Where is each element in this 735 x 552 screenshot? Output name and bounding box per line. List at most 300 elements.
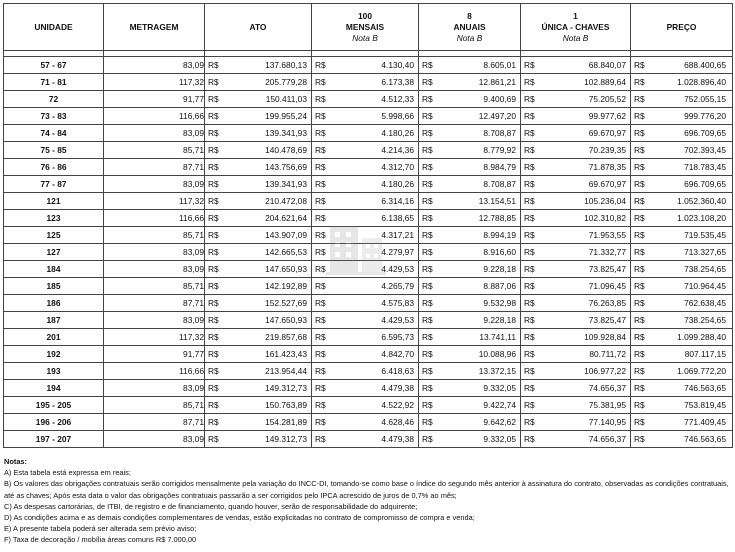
cell-mensais <box>312 312 419 329</box>
currency-symbol: R$ <box>524 213 535 223</box>
currency-symbol: R$ <box>422 145 433 155</box>
cell-metragem: 85,71 <box>104 278 205 295</box>
currency-symbol: R$ <box>315 349 326 359</box>
currency-symbol: R$ <box>422 417 433 427</box>
currency-symbol: R$ <box>634 213 645 223</box>
currency-symbol: R$ <box>208 383 219 393</box>
cell-metragem: 83,09 <box>104 176 205 193</box>
cell-unica-value: 73.825,47 <box>588 264 626 274</box>
cell-anuais-value: 9.332,05 <box>483 434 516 444</box>
currency-symbol: R$ <box>315 332 326 342</box>
table-row <box>4 176 733 193</box>
cell-anuais <box>419 346 521 363</box>
cell-mensais-value: 4.429,53 <box>381 315 414 325</box>
currency-symbol: R$ <box>315 179 326 189</box>
cell-preco <box>631 431 733 448</box>
cell-anuais <box>419 380 521 397</box>
header-unica <box>521 4 631 51</box>
cell-ato <box>205 312 312 329</box>
cell-unica-value: 70.239,35 <box>588 145 626 155</box>
cell-unica-value: 109.928,84 <box>584 332 626 342</box>
table-row <box>4 193 733 210</box>
cell-mensais <box>312 74 419 91</box>
cell-ato <box>205 125 312 142</box>
currency-symbol: R$ <box>634 366 645 376</box>
currency-symbol: R$ <box>524 145 535 155</box>
cell-unica-value: 71.878,35 <box>588 162 626 172</box>
cell-ato-value: 161.423,43 <box>265 349 307 359</box>
currency-symbol: R$ <box>422 332 433 342</box>
cell-unidade: 77 - 87 <box>4 176 104 193</box>
currency-symbol: R$ <box>634 111 645 121</box>
cell-preco <box>631 210 733 227</box>
cell-anuais <box>419 363 521 380</box>
cell-unica-value: 75.381,95 <box>588 400 626 410</box>
cell-mensais <box>312 431 419 448</box>
cell-preco-value: 702.393,45 <box>684 145 726 155</box>
currency-symbol: R$ <box>422 400 433 410</box>
cell-mensais-value: 4.130,40 <box>381 60 414 70</box>
cell-metragem: 117,32 <box>104 193 205 210</box>
currency-symbol: R$ <box>315 366 326 376</box>
currency-symbol: R$ <box>422 349 433 359</box>
currency-symbol: R$ <box>208 247 219 257</box>
cell-ato-value: 219.857,68 <box>265 332 307 342</box>
currency-symbol: R$ <box>524 434 535 444</box>
currency-symbol: R$ <box>524 417 535 427</box>
cell-anuais <box>419 125 521 142</box>
cell-mensais <box>312 142 419 159</box>
currency-symbol: R$ <box>208 196 219 206</box>
table-row <box>4 74 733 91</box>
currency-symbol: R$ <box>208 400 219 410</box>
cell-ato-value: 152.527,69 <box>265 298 307 308</box>
currency-symbol: R$ <box>422 247 433 257</box>
currency-symbol: R$ <box>422 162 433 172</box>
cell-mensais-value: 4.312,70 <box>381 162 414 172</box>
note-d: D) As condições acima e as demais condições complementares de vendas, estão explicitadas no contrato de compromisso de compra e venda; <box>4 513 475 523</box>
currency-symbol: R$ <box>422 230 433 240</box>
cell-unica <box>521 91 631 108</box>
currency-symbol: R$ <box>422 111 433 121</box>
cell-mensais-value: 4.429,53 <box>381 264 414 274</box>
cell-unidade: 197 - 207 <box>4 431 104 448</box>
cell-unica <box>521 193 631 210</box>
cell-ato-value: 150.411,03 <box>265 94 307 104</box>
table-row <box>4 295 733 312</box>
cell-preco-value: 718.783,45 <box>684 162 726 172</box>
note-a: A) Esta tabela está expressa em reais; <box>4 468 131 478</box>
cell-ato-value: 213.954,44 <box>265 366 307 376</box>
cell-metragem: 87,71 <box>104 414 205 431</box>
cell-ato-value: 150.763,89 <box>265 400 307 410</box>
cell-ato <box>205 278 312 295</box>
cell-anuais-value: 8.708,87 <box>483 179 516 189</box>
cell-preco-value: 1.023.108,20 <box>677 213 726 223</box>
currency-symbol: R$ <box>422 315 433 325</box>
cell-ato-value: 199.955,24 <box>265 111 307 121</box>
cell-mensais <box>312 159 419 176</box>
note-c: C) As despesas cartorárias, de ITBI, de registro e de financiamento, quando houver, serão de responsabilidade do adquirente; <box>4 501 418 511</box>
table-row <box>4 125 733 142</box>
currency-symbol: R$ <box>208 332 219 342</box>
cell-unica <box>521 346 631 363</box>
cell-unica-value: 73.825,47 <box>588 315 626 325</box>
cell-preco <box>631 261 733 278</box>
cell-mensais <box>312 91 419 108</box>
cell-preco <box>631 125 733 142</box>
currency-symbol: R$ <box>208 434 219 444</box>
currency-symbol: R$ <box>315 434 326 444</box>
cell-unica <box>521 74 631 91</box>
currency-symbol: R$ <box>524 332 535 342</box>
cell-unidade: 57 - 67 <box>4 57 104 74</box>
cell-anuais <box>419 261 521 278</box>
header-unica-label: ÚNICA - CHAVES <box>541 21 610 32</box>
currency-symbol: R$ <box>524 94 535 104</box>
cell-preco <box>631 159 733 176</box>
cell-preco-value: 696.709,65 <box>684 128 726 138</box>
cell-unidade: 192 <box>4 346 104 363</box>
currency-symbol: R$ <box>422 196 433 206</box>
cell-anuais-value: 9.642,62 <box>483 417 516 427</box>
cell-unica-value: 80.711,72 <box>589 349 626 359</box>
cell-metragem: 85,71 <box>104 142 205 159</box>
cell-preco-value: 746.563,65 <box>684 434 726 444</box>
header-anuais-count: 8 <box>467 10 472 21</box>
cell-ato <box>205 142 312 159</box>
cell-unica <box>521 295 631 312</box>
cell-unica-value: 74.656,37 <box>588 434 626 444</box>
cell-metragem: 85,71 <box>104 227 205 244</box>
price-table <box>3 3 733 448</box>
cell-unica <box>521 159 631 176</box>
cell-mensais-value: 4.214,36 <box>381 145 414 155</box>
currency-symbol: R$ <box>422 60 433 70</box>
cell-anuais <box>419 329 521 346</box>
currency-symbol: R$ <box>634 145 645 155</box>
currency-symbol: R$ <box>524 128 535 138</box>
cell-unica <box>521 142 631 159</box>
cell-ato-value: 137.680,13 <box>265 60 307 70</box>
table-row <box>4 397 733 414</box>
cell-anuais <box>419 414 521 431</box>
cell-anuais <box>419 397 521 414</box>
currency-symbol: R$ <box>634 315 645 325</box>
cell-preco-value: 1.099.288,40 <box>677 332 726 342</box>
currency-symbol: R$ <box>208 349 219 359</box>
cell-mensais-value: 4.842,70 <box>381 349 414 359</box>
currency-symbol: R$ <box>422 366 433 376</box>
cell-unica-value: 69.670,97 <box>588 128 626 138</box>
currency-symbol: R$ <box>634 332 645 342</box>
cell-metragem: 116,66 <box>104 210 205 227</box>
cell-ato <box>205 380 312 397</box>
cell-ato-value: 139.341,93 <box>265 179 307 189</box>
currency-symbol: R$ <box>634 434 645 444</box>
table-body <box>4 51 733 448</box>
cell-anuais <box>419 278 521 295</box>
cell-mensais-value: 4.180,26 <box>381 128 414 138</box>
cell-anuais <box>419 159 521 176</box>
cell-ato-value: 143.907,09 <box>265 230 307 240</box>
cell-mensais <box>312 414 419 431</box>
cell-ato <box>205 193 312 210</box>
cell-anuais <box>419 227 521 244</box>
cell-mensais <box>312 108 419 125</box>
cell-anuais-value: 12.497,20 <box>478 111 516 121</box>
cell-unidade: 194 <box>4 380 104 397</box>
header-preco: PREÇO <box>631 4 733 51</box>
currency-symbol: R$ <box>208 213 219 223</box>
table-row <box>4 142 733 159</box>
currency-symbol: R$ <box>634 264 645 274</box>
cell-unidade: 186 <box>4 295 104 312</box>
cell-unica-value: 106.977,22 <box>584 366 626 376</box>
table-row <box>4 278 733 295</box>
currency-symbol: R$ <box>208 145 219 155</box>
cell-anuais-value: 9.332,05 <box>483 383 516 393</box>
cell-mensais <box>312 176 419 193</box>
note-e: E) A presente tabela poderá ser alterada sem prévio aviso; <box>4 524 197 534</box>
cell-metragem: 117,32 <box>104 329 205 346</box>
cell-ato <box>205 261 312 278</box>
header-unidade: UNIDADE <box>4 4 104 51</box>
cell-mensais <box>312 278 419 295</box>
cell-unica <box>521 431 631 448</box>
cell-mensais-value: 4.628,46 <box>381 417 414 427</box>
cell-ato <box>205 227 312 244</box>
cell-metragem: 117,32 <box>104 74 205 91</box>
cell-unica <box>521 363 631 380</box>
cell-unidade: 193 <box>4 363 104 380</box>
cell-preco <box>631 108 733 125</box>
currency-symbol: R$ <box>315 145 326 155</box>
cell-anuais-value: 8.887,06 <box>483 281 516 291</box>
cell-preco-value: 752.055,15 <box>684 94 726 104</box>
cell-unica <box>521 125 631 142</box>
currency-symbol: R$ <box>422 128 433 138</box>
header-mensais-count: 100 <box>358 10 372 21</box>
cell-preco <box>631 142 733 159</box>
cell-mensais-value: 4.180,26 <box>381 179 414 189</box>
cell-anuais-value: 8.994,19 <box>483 230 516 240</box>
cell-metragem: 83,09 <box>104 312 205 329</box>
cell-unica <box>521 380 631 397</box>
currency-symbol: R$ <box>315 60 326 70</box>
cell-preco-value: 753.819,45 <box>684 400 726 410</box>
cell-metragem: 91,77 <box>104 346 205 363</box>
currency-symbol: R$ <box>315 196 326 206</box>
cell-mensais <box>312 295 419 312</box>
cell-mensais <box>312 329 419 346</box>
cell-unidade: 74 - 84 <box>4 125 104 142</box>
cell-unica-value: 74.656,37 <box>588 383 626 393</box>
cell-anuais <box>419 57 521 74</box>
cell-mensais <box>312 380 419 397</box>
cell-metragem: 83,09 <box>104 261 205 278</box>
cell-unica-value: 76.263,85 <box>588 298 626 308</box>
cell-metragem: 83,09 <box>104 380 205 397</box>
cell-anuais <box>419 295 521 312</box>
cell-preco <box>631 295 733 312</box>
cell-anuais-value: 8.984,79 <box>483 162 516 172</box>
cell-unica-value: 68.840,07 <box>588 60 626 70</box>
currency-symbol: R$ <box>524 60 535 70</box>
cell-anuais <box>419 431 521 448</box>
currency-symbol: R$ <box>634 400 645 410</box>
cell-anuais <box>419 244 521 261</box>
cell-unica-value: 75.205,52 <box>588 94 626 104</box>
currency-symbol: R$ <box>422 264 433 274</box>
header-ato: ATO <box>205 4 312 51</box>
currency-symbol: R$ <box>208 264 219 274</box>
cell-unica <box>521 210 631 227</box>
currency-symbol: R$ <box>634 179 645 189</box>
table-row <box>4 210 733 227</box>
currency-symbol: R$ <box>524 77 535 87</box>
cell-mensais <box>312 57 419 74</box>
cell-ato-value: 142.192,89 <box>265 281 307 291</box>
currency-symbol: R$ <box>422 213 433 223</box>
cell-preco <box>631 74 733 91</box>
cell-anuais <box>419 193 521 210</box>
currency-symbol: R$ <box>422 434 433 444</box>
currency-symbol: R$ <box>524 162 535 172</box>
currency-symbol: R$ <box>634 281 645 291</box>
table-row <box>4 329 733 346</box>
currency-symbol: R$ <box>315 111 326 121</box>
cell-preco-value: 713.327,65 <box>684 247 726 257</box>
currency-symbol: R$ <box>315 400 326 410</box>
cell-unica <box>521 261 631 278</box>
cell-mensais-value: 4.279,97 <box>381 247 414 257</box>
currency-symbol: R$ <box>634 128 645 138</box>
cell-mensais <box>312 227 419 244</box>
cell-anuais <box>419 312 521 329</box>
currency-symbol: R$ <box>422 77 433 87</box>
currency-symbol: R$ <box>315 281 326 291</box>
cell-ato <box>205 346 312 363</box>
currency-symbol: R$ <box>634 230 645 240</box>
table-row <box>4 108 733 125</box>
cell-ato-value: 139.341,93 <box>265 128 307 138</box>
cell-unidade: 185 <box>4 278 104 295</box>
currency-symbol: R$ <box>315 213 326 223</box>
cell-unica-value: 99.977,62 <box>588 111 626 121</box>
currency-symbol: R$ <box>315 417 326 427</box>
cell-unidade: 72 <box>4 91 104 108</box>
cell-mensais <box>312 261 419 278</box>
cell-unica-value: 71.953,55 <box>588 230 626 240</box>
header-mensais-note: Nota B <box>352 32 378 43</box>
cell-ato <box>205 57 312 74</box>
table-row <box>4 414 733 431</box>
cell-unica-value: 102.310,82 <box>584 213 626 223</box>
currency-symbol: R$ <box>208 128 219 138</box>
table-row <box>4 227 733 244</box>
cell-preco <box>631 346 733 363</box>
cell-metragem: 87,71 <box>104 295 205 312</box>
currency-symbol: R$ <box>422 179 433 189</box>
cell-unidade: 73 - 83 <box>4 108 104 125</box>
currency-symbol: R$ <box>634 196 645 206</box>
cell-unidade: 196 - 206 <box>4 414 104 431</box>
currency-symbol: R$ <box>208 281 219 291</box>
cell-ato <box>205 176 312 193</box>
cell-mensais-value: 4.479,38 <box>381 434 414 444</box>
cell-unica <box>521 108 631 125</box>
currency-symbol: R$ <box>422 94 433 104</box>
cell-unidade: 75 - 85 <box>4 142 104 159</box>
cell-unica-value: 105.236,04 <box>584 196 626 206</box>
cell-unica <box>521 278 631 295</box>
cell-unidade: 184 <box>4 261 104 278</box>
currency-symbol: R$ <box>634 162 645 172</box>
cell-unidade: 125 <box>4 227 104 244</box>
currency-symbol: R$ <box>315 128 326 138</box>
note-b: B) Os valores das obrigações contratuais serão corrigidos mensalmente pela variação do INCC-DI, tomando-se como base o índice do segundo mês anterior à assinatura do contrato, observadas as condições contratuais, até as chaves; Após esta data o valor das obrigações contratuais passarão a ser corrigidos pelo IPCA acrescido de juros de 0,7% ao mês; <box>4 479 729 500</box>
currency-symbol: R$ <box>208 111 219 121</box>
cell-ato-value: 143.756,69 <box>265 162 307 172</box>
table-row <box>4 380 733 397</box>
currency-symbol: R$ <box>634 383 645 393</box>
cell-ato-value: 205.779,28 <box>265 77 307 87</box>
cell-ato <box>205 414 312 431</box>
cell-ato-value: 154.281,89 <box>265 417 307 427</box>
cell-ato-value: 149.312,73 <box>265 434 307 444</box>
currency-symbol: R$ <box>634 417 645 427</box>
cell-metragem: 116,66 <box>104 363 205 380</box>
notes-title: Notas: <box>4 457 27 466</box>
cell-mensais <box>312 397 419 414</box>
cell-anuais-value: 9.400,69 <box>483 94 516 104</box>
currency-symbol: R$ <box>422 383 433 393</box>
currency-symbol: R$ <box>422 298 433 308</box>
cell-metragem: 91,77 <box>104 91 205 108</box>
cell-ato <box>205 363 312 380</box>
cell-preco-value: 1.069.772,20 <box>677 366 726 376</box>
currency-symbol: R$ <box>208 366 219 376</box>
cell-unidade: 76 - 86 <box>4 159 104 176</box>
cell-preco-value: 710.964,45 <box>684 281 726 291</box>
currency-symbol: R$ <box>634 247 645 257</box>
cell-mensais <box>312 363 419 380</box>
cell-ato-value: 210.472,08 <box>265 196 307 206</box>
currency-symbol: R$ <box>524 230 535 240</box>
cell-ato <box>205 329 312 346</box>
cell-preco <box>631 176 733 193</box>
cell-mensais-value: 4.575,83 <box>381 298 414 308</box>
cell-unica-value: 69.670,97 <box>588 179 626 189</box>
cell-metragem: 83,09 <box>104 244 205 261</box>
cell-anuais-value: 9.228,18 <box>483 264 516 274</box>
cell-anuais-value: 13.741,11 <box>479 332 516 342</box>
currency-symbol: R$ <box>524 366 535 376</box>
note-f: F) Taxa de decoração / mobília áreas comuns R$ 7.000,00 <box>4 535 197 545</box>
cell-mensais-value: 6.595,73 <box>381 332 414 342</box>
cell-preco <box>631 91 733 108</box>
cell-ato-value: 140.478,69 <box>265 145 307 155</box>
cell-preco-value: 999.776,20 <box>684 111 726 121</box>
currency-symbol: R$ <box>315 298 326 308</box>
cell-anuais-value: 10.088,96 <box>478 349 516 359</box>
cell-unica <box>521 57 631 74</box>
cell-ato-value: 147.650,93 <box>265 315 307 325</box>
currency-symbol: R$ <box>315 94 326 104</box>
cell-preco-value: 688.400,65 <box>684 60 726 70</box>
currency-symbol: R$ <box>208 162 219 172</box>
